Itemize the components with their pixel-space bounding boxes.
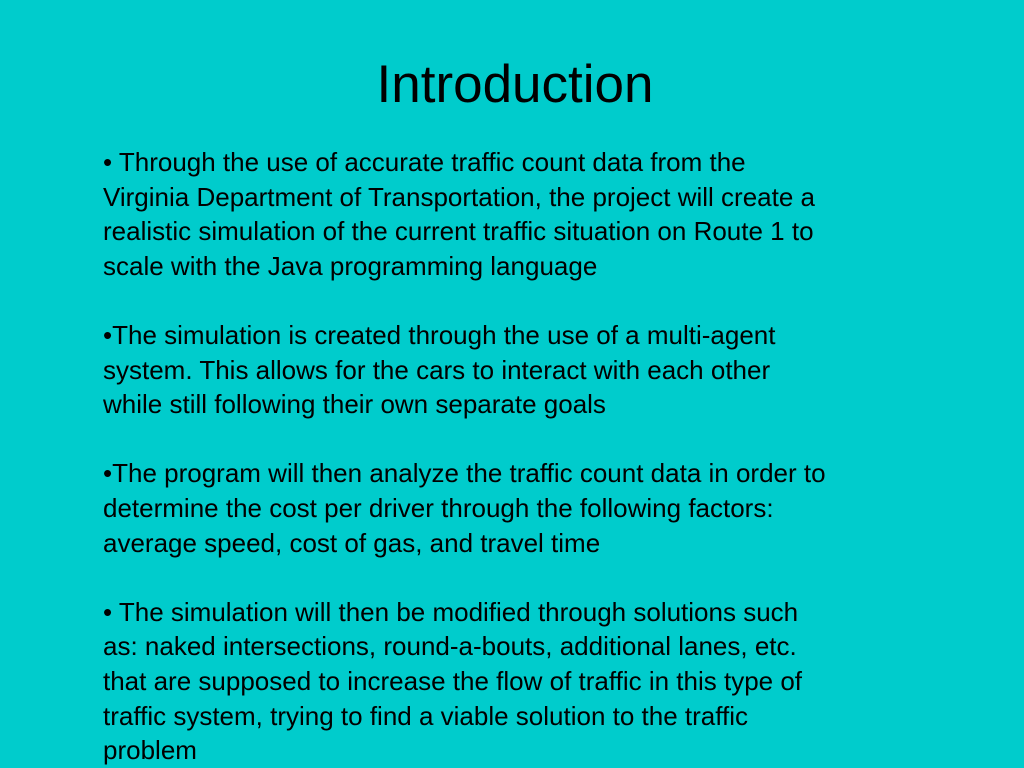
bullet-item: • The simulation will then be modified through solutions such as: naked intersections, round-a-bouts, additional lanes, etc. that are supposed to increase the flow of traffic in this type of traffic system, trying to find a viable solution to the traffic problem bbox=[103, 596, 803, 766]
bullet-item: •The simulation is created through the use of a multi-agent system. This allows for the cars to interact with each other while still following their own separate goals bbox=[103, 319, 776, 420]
slide-title: Introduction bbox=[376, 55, 654, 114]
bullet-item: •The program will then analyze the traffic count data in order to determine the cost per driver through the following factors: average speed, cost of gas, and travel time bbox=[103, 458, 826, 558]
bullet-item: • Through the use of accurate traffic count data from the Virginia Department of Transportation, the project will create a realistic simulation of the current traffic situation on Route 1 to scale with the Java programming language bbox=[103, 147, 815, 281]
bullet-list bbox=[103, 145, 983, 768]
